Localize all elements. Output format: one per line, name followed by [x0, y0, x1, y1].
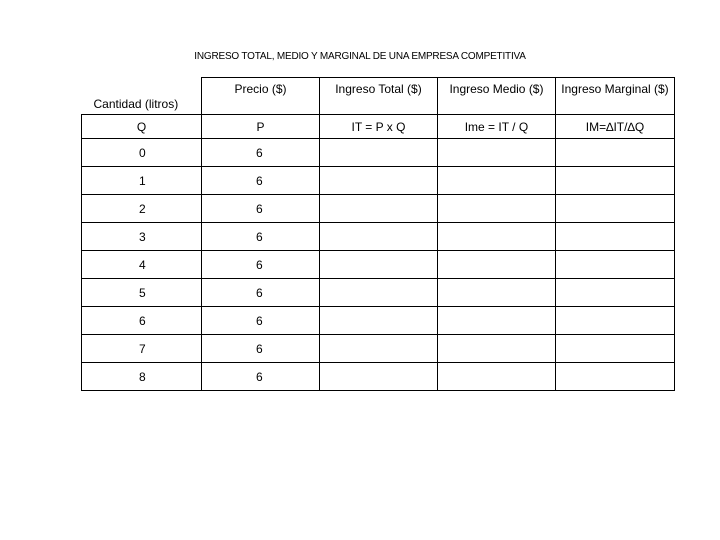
- cell-it[interactable]: [319, 167, 437, 195]
- cell-it[interactable]: [319, 139, 437, 167]
- table-row: [82, 279, 675, 307]
- cell-im[interactable]: [555, 307, 674, 335]
- cell-ime[interactable]: [437, 307, 555, 335]
- cell-im[interactable]: [555, 139, 674, 167]
- cell-q: 0: [82, 139, 202, 167]
- table-title: INGRESO TOTAL, MEDIO Y MARGINAL DE UNA EMPRESA COMPETITIVA: [194, 51, 526, 62]
- cell-im[interactable]: [555, 223, 674, 251]
- cell-ime[interactable]: [437, 195, 555, 223]
- cell-q: 6: [82, 307, 202, 335]
- cell-ime[interactable]: [437, 279, 555, 307]
- cell-it[interactable]: [319, 307, 437, 335]
- table-row: [82, 335, 675, 363]
- cell-p: 6: [202, 279, 320, 307]
- cell-ime[interactable]: [437, 251, 555, 279]
- cell-q: 8: [82, 363, 202, 391]
- cell-p: 6: [202, 223, 320, 251]
- header-cantidad: Cantidad (litros): [82, 78, 202, 115]
- cell-it[interactable]: [319, 335, 437, 363]
- cell-ime[interactable]: [437, 223, 555, 251]
- revenue-table: [81, 77, 675, 391]
- header-ingreso-medio: Ingreso Medio ($): [437, 78, 555, 115]
- cell-q: 4: [82, 251, 202, 279]
- header-row: [82, 78, 675, 115]
- cell-q: 3: [82, 223, 202, 251]
- table-row: [82, 251, 675, 279]
- cell-p: 6: [202, 195, 320, 223]
- cell-p: 6: [202, 335, 320, 363]
- table-row: [82, 363, 675, 391]
- symbol-q: Q: [82, 115, 202, 139]
- cell-im[interactable]: [555, 363, 674, 391]
- cell-p: 6: [202, 363, 320, 391]
- cell-p: 6: [202, 167, 320, 195]
- cell-im[interactable]: [555, 195, 674, 223]
- table-row: [82, 195, 675, 223]
- cell-ime[interactable]: [437, 363, 555, 391]
- table-row: [82, 223, 675, 251]
- cell-im[interactable]: [555, 167, 674, 195]
- symbol-it: IT = P x Q: [319, 115, 437, 139]
- cell-it[interactable]: [319, 251, 437, 279]
- cell-p: 6: [202, 139, 320, 167]
- cell-it[interactable]: [319, 195, 437, 223]
- cell-p: 6: [202, 251, 320, 279]
- cell-im[interactable]: [555, 279, 674, 307]
- symbol-p: P: [202, 115, 320, 139]
- cell-im[interactable]: [555, 335, 674, 363]
- header-ingreso-marginal: Ingreso Marginal ($): [555, 78, 674, 115]
- cell-it[interactable]: [319, 279, 437, 307]
- cell-it[interactable]: [319, 223, 437, 251]
- table-row: [82, 139, 675, 167]
- cell-q: 7: [82, 335, 202, 363]
- table-row: [82, 167, 675, 195]
- table-row: [82, 307, 675, 335]
- symbol-row: [82, 115, 675, 139]
- cell-it[interactable]: [319, 363, 437, 391]
- symbol-ime: Ime = IT / Q: [437, 115, 555, 139]
- cell-ime[interactable]: [437, 167, 555, 195]
- header-ingreso-total: Ingreso Total ($): [319, 78, 437, 115]
- header-precio: Precio ($): [202, 78, 320, 115]
- cell-q: 1: [82, 167, 202, 195]
- symbol-im: IM=∆IT/∆Q: [555, 115, 674, 139]
- cell-ime[interactable]: [437, 139, 555, 167]
- cell-q: 5: [82, 279, 202, 307]
- cell-q: 2: [82, 195, 202, 223]
- cell-p: 6: [202, 307, 320, 335]
- cell-im[interactable]: [555, 251, 674, 279]
- cell-ime[interactable]: [437, 335, 555, 363]
